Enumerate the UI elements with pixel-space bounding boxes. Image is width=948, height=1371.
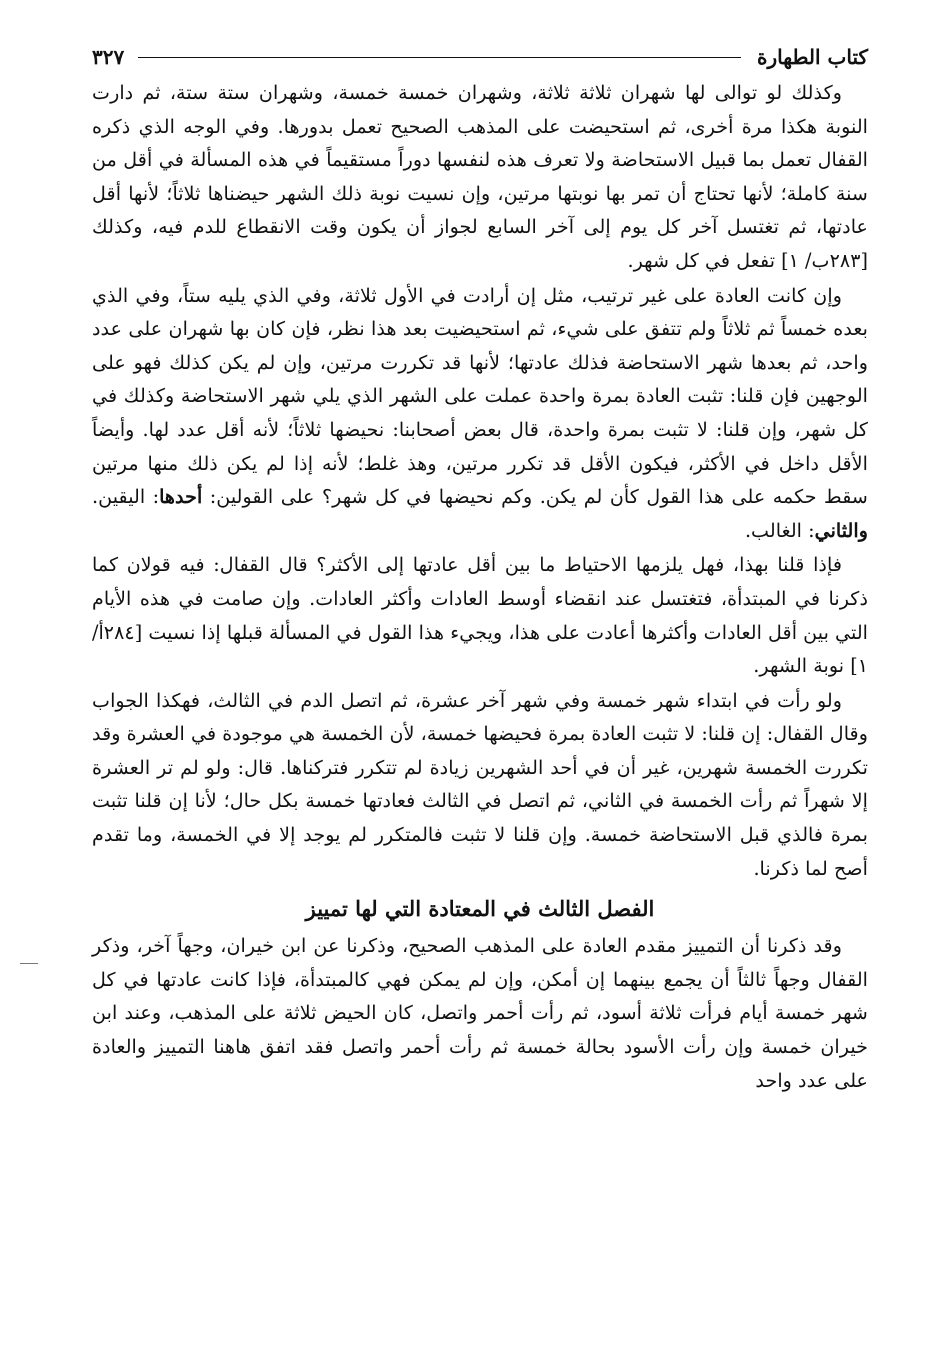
second-opinion-text: : الغالب. xyxy=(744,518,815,542)
body-text xyxy=(92,76,868,1097)
paragraph-2 xyxy=(92,279,868,548)
paragraph-4: ولو رأت في ابتداء شهر خمسة وفي شهر آخر عشرة، ثم اتصل الدم في الثالث، فهكذا الجواب وقال القفال: إن قلنا: لا تثبت العادة بمرة فحيضها خمسة، لأن الخمسة هي موجودة في العشرة وقد تكررت الخمسة شهرين، غير أن في أحد الشهرين زيادة لم تتكرر فتركناها. قال: ولو لم تر العشرة إلا شهراً ثم رأت الخمسة في الثاني، ثم اتصل في الثالث فعادتها خمسة بكل حال؛ لأنا إن قلنا تثبت بمرة فالذي قبل الاستحاضة خمسة. وإن قلنا لا تثبت فالمتكرر لم يوجد إلا في الخمسة، وما تقدم أصح لما ذكرنا. xyxy=(92,688,868,880)
paragraph-1: وكذلك لو توالى لها شهران ثلاثة ثلاثة، وشهران خمسة خمسة، وشهران ستة ستة، ثم دارت النوبة هكذا مرة أخرى، ثم استحيضت على المذهب الصحيح تعمل بدورها. وفي الوجه الذي ذكره القفال تعمل بما قبيل الاستحاضة ولا تعرف هذه لنفسها دوراً مستقيماً في هذه المسألة في أقل من سنة كاملة؛ لأنها تحتاج أن تمر بها نوبتها مرتين، وإن نسيت نوبة ذلك الشهر حيضناها ثلاثاً؛ لأنها أقل عادتها، ثم تغتسل آخر كل يوم إلى آخر السابع لجواز أن يكون وقت الانقطاع للدم فيه، وكذلك [٢٨٣ب/ ١] تفعل في كل شهر. xyxy=(92,81,869,272)
paragraph-3: فإذا قلنا بهذا، فهل يلزمها الاحتياط ما بين أقل عادتها إلى الأكثر؟ قال القفال: فيه قولان كما ذكرنا في المبتدأة، فتغتسل عند انقضاء أوسط العادات وأكثر العادات. وإن صامت في هذه الأيام التي بين أقل العادات وأكثرها أعادت على هذا، ويجيء هذا القول في المسألة قبلها إذا نسيت [٢٨٤أ/ ١] نوبة الشهر. xyxy=(92,553,868,678)
paragraph-2-text: وإن كانت العادة على غير ترتيب، مثل إن أرادت في الأول ثلاثة، وفي الذي يليه ستاً، وفي الذي بعده خمساً ثم ثلاثاً ولم تتفق على شيء، ثم استحيضيت بعد هذا نظر، فإن كان بها شهران على عدد واحد، ثم بعدها شهر الاستحاضة فذلك عادتها؛ لأنها قد تكررت مرتين، وإن لم يكن كذلك فهو على الوجهين فإن قلنا: تثبت العادة بمرة واحدة عملت على الشهر الذي يلي شهر الاستحاضة وكذلك في كل شهر، وإن قلنا: لا تثبت بمرة واحدة، قال بعض أصحابنا: نحيضها ثلاثاً؛ لأنه أقل عدد لها. وأيضاً الأقل داخل في الأكثر، فيكون الأقل قد تكرر مرتين، وهذ غلط؛ لأنه إذا لم يكن ذلك منها مرتين سقط حكمه على هذا القول كأن لم يكن. وكم نحيضها في كل شهر؟ على القولين: xyxy=(92,283,869,509)
section-heading: الفصل الثالث في المعتادة التي لها تمييز xyxy=(305,896,655,922)
section-paragraph: وقد ذكرنا أن التمييز مقدم العادة على المذهب الصحيح، وذكرنا عن ابن خيران، وجهاً آخر، وذكر القفال وجهاً ثالثاً أن يجمع بينهما إن أمكن، وإن لم يمكن فهي كالمبتدأة، فإذا كانت عادتها في كل شهر خمسة أيام فرأت ثلاثة أسود، ثم رأت أحمر واتصل، كان الحيض ثلاثة على المذهب، وعند ابن خيران خمسة وإن رأت الأسود بحالة خمسة ثم رأت أحمر واتصل فقد اتفق هاهنا التمييز والعادة على عدد واحد xyxy=(92,934,868,1092)
book-page xyxy=(92,40,868,1355)
book-title: كتاب الطهارة xyxy=(757,45,868,69)
first-opinion-label: أحدها xyxy=(159,485,203,509)
margin-mark xyxy=(20,963,38,964)
running-header xyxy=(92,40,868,74)
page-number: ٣٢٧ xyxy=(92,45,125,69)
second-opinion-label: والثاني xyxy=(814,518,868,542)
header-rule xyxy=(138,57,741,58)
first-opinion-text: : اليقين. xyxy=(92,485,160,509)
